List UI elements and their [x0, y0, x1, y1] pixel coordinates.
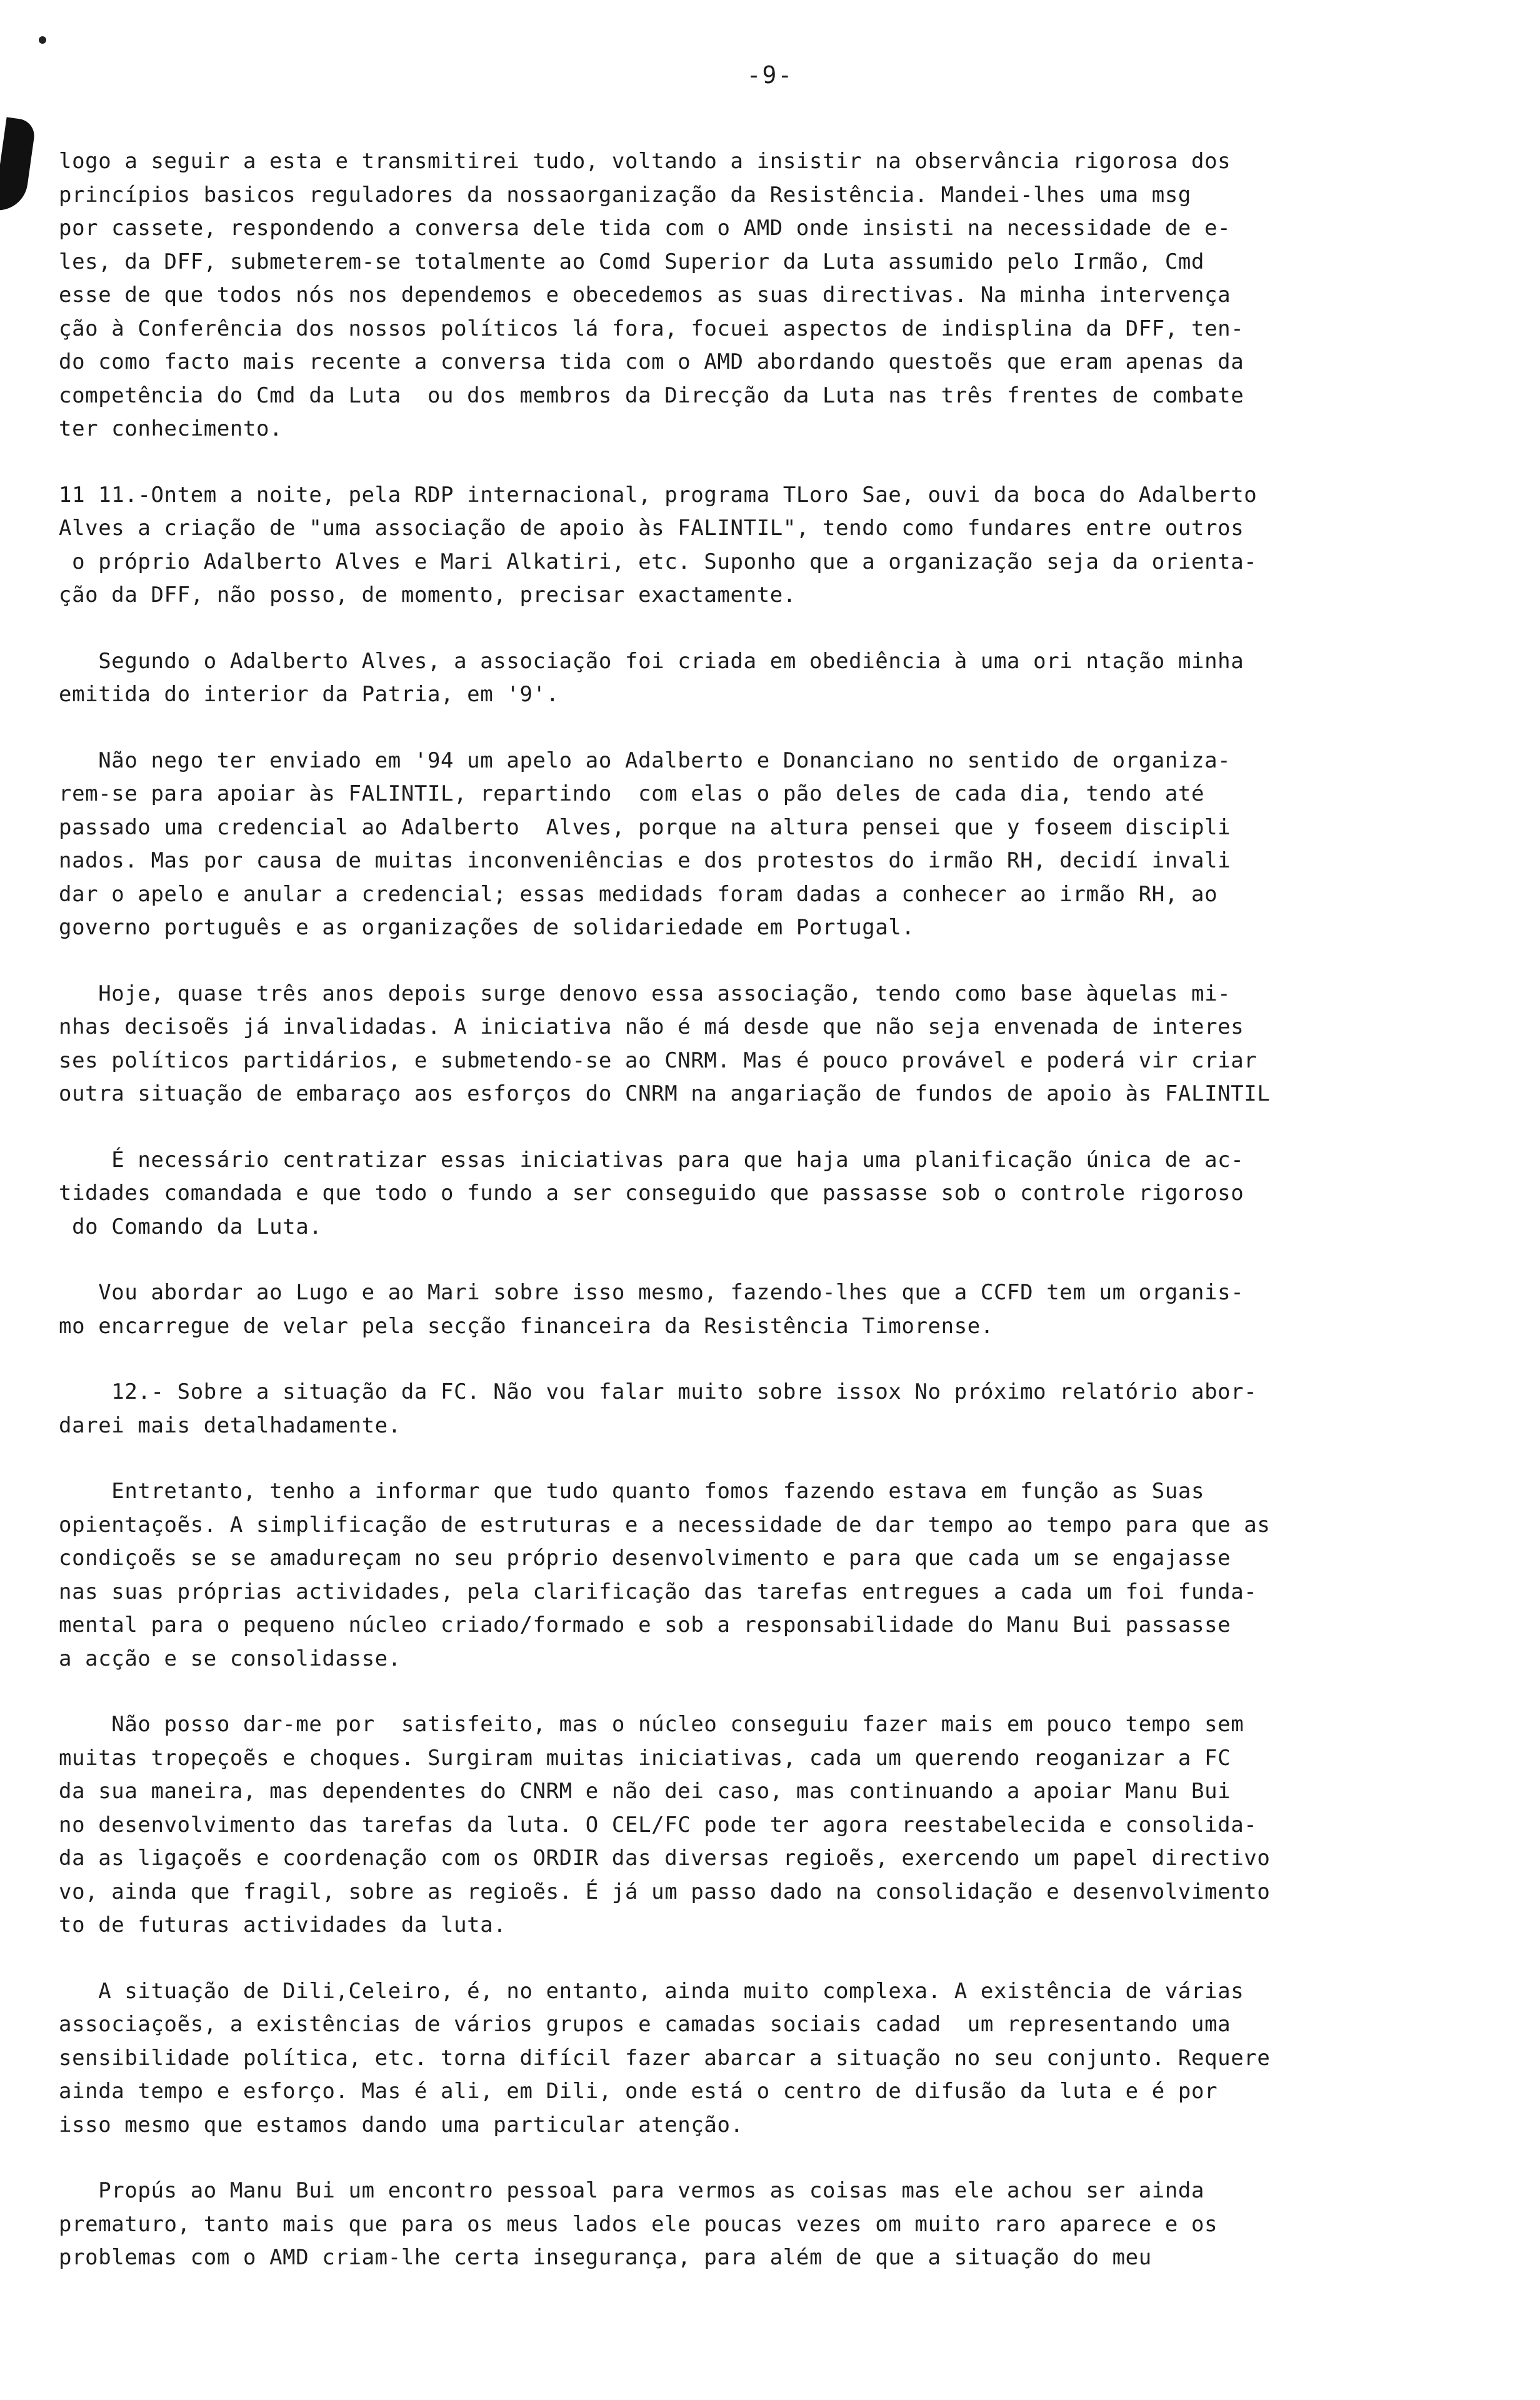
text-line: ainda tempo e esforço. Mas é ali, em Dili, onde está o centro de difusão da luta e é por — [59, 2079, 1218, 2104]
text-line: 12.- Sobre a situação da FC. Não vou falar muito sobre issox No próximo relatório abor- — [59, 1379, 1258, 1404]
text-line: ção da DFF, não posso, de momento, precisar exactamente. — [59, 582, 796, 608]
text-line: do Comando da Luta. — [59, 1214, 322, 1239]
text-line: por cassete, respondendo a conversa dele tida com o AMD onde insisti na necessidade de e- — [59, 216, 1231, 241]
text-line: opientaçoẽs. A simplificação de estruturas e a necessidade de dar tempo ao tempo para que as — [59, 1512, 1271, 1538]
text-line: da as ligaçoẽs e coordenação com os ORDIR das diversas regioẽs, exercendo um papel directivo — [59, 1846, 1271, 1871]
text-line: governo português e as organizações de solidariedade em Portugal. — [59, 915, 915, 940]
text-line: condiçoẽs se se amadureçam no seu próprio desenvolvimento e para que cada um se engajasse — [59, 1546, 1231, 1571]
text-line: outra situação de embaraço aos esforços do CNRM na angariação de fundos de apoio às FALINTIL — [59, 1081, 1271, 1106]
paragraph — [59, 1708, 1471, 1942]
text-line: Segundo o Adalberto Alves, a associação foi criada em obediência à uma ori ntação minha — [59, 648, 1244, 674]
text-line: o próprio Adalberto Alves e Mari Alkatiri, etc. Suponho que a organização seja da orienta- — [59, 549, 1258, 574]
paragraph — [59, 978, 1471, 1111]
text-line: nhas decisoẽs já invalidadas. A iniciativa não é má desde que não seja envenada de interes — [59, 1014, 1244, 1039]
text-line: no desenvolvimento das tarefas da luta. O CEL/FC pode ter agora reestabelecida e consolida- — [59, 1812, 1258, 1838]
text-line: sensibilidade política, etc. torna difícil fazer abarcar a situação no seu conjunto. Requere — [59, 2045, 1271, 2071]
paragraph — [59, 744, 1471, 945]
text-line: vo, ainda que fragil, sobre as regioẽs. É já um passo dado na consolidação e desenvolvimento — [59, 1879, 1271, 1904]
paragraph — [59, 1376, 1471, 1442]
text-line: 11 11.-Ontem a noite, pela RDP internacional, programa TLoro Sae, ouvi da boca do Adalberto — [59, 482, 1258, 508]
paragraph — [59, 2174, 1471, 2275]
paragraph — [59, 645, 1471, 712]
text-line: prematuro, tanto mais que para os meus lados ele poucas vezes om muito raro aparece e os — [59, 2211, 1218, 2237]
text-line: mo encarregue de velar pela secção financeira da Resistência Timorense. — [59, 1313, 994, 1339]
text-line: ses políticos partidários, e submetendo-se ao CNRM. Mas é pouco provável e poderá vir criar — [59, 1048, 1258, 1073]
text-line: emitida do interior da Patria, em '9'. — [59, 682, 559, 707]
document-body — [59, 145, 1471, 2308]
text-line: nados. Mas por causa de muitas inconveniências e dos protestos do irmão RH, decidí invali — [59, 848, 1231, 873]
text-line: Alves a criação de "uma associação de apoio às FALINTIL", tendo como fundares entre outros — [59, 516, 1244, 541]
text-line: princípios basicos reguladores da nossaorganização da Resistência. Mandei-lhes uma msg — [59, 182, 1191, 208]
text-line: associaçoẽs, a existências de vários grupos e camadas sociais cadad um representando uma — [59, 2012, 1231, 2037]
text-line: logo a seguir a esta e transmitirei tudo, voltando a insistir na observância rigorosa dos — [59, 149, 1231, 174]
text-line: Hoje, quase três anos depois surge denovo essa associação, tendo como base àquelas mi- — [59, 981, 1231, 1006]
text-line: darei mais detalhadamente. — [59, 1412, 401, 1438]
page-number: -9- — [746, 61, 794, 89]
text-line: ção à Conferência dos nossos políticos lá fora, focuei aspectos de indisplina da DFF, ten- — [59, 316, 1244, 341]
text-line: passado uma credencial ao Adalberto Alves, porque na altura pensei que y foseem discipli — [59, 814, 1231, 840]
text-line: competência do Cmd da Luta ou dos membros da Direcção da Luta nas três frentes de combate — [59, 382, 1244, 408]
text-line: les, da DFF, submeterem-se totalmente ao Comd Superior da Luta assumido pelo Irmão, Cmd — [59, 249, 1205, 274]
paragraph — [59, 145, 1471, 446]
text-line: a acção e se consolidasse. — [59, 1646, 401, 1671]
text-line: problemas com o AMD criam-lhe certa insegurança, para além de que a situação do meu — [59, 2245, 1152, 2270]
text-line: do como facto mais recente a conversa tida com o AMD abordando questoẽs que eram apenas da — [59, 349, 1244, 374]
text-line: ter conhecimento. — [59, 416, 283, 441]
text-line: muitas tropeçoẽs e choques. Surgiram muitas iniciativas, cada um querendo reoganizar a FC — [59, 1745, 1231, 1771]
text-line: isso mesmo que estamos dando uma particular atenção. — [59, 2112, 744, 2138]
paragraph — [59, 1975, 1471, 2142]
paragraph — [59, 479, 1471, 612]
text-line: É necessário centratizar essas iniciativas para que haja uma planificação única de ac- — [59, 1147, 1244, 1172]
text-line: da sua maneira, mas dependentes do CNRM e não dei caso, mas continuando a apoiar Manu Bui — [59, 1779, 1231, 1804]
text-line: esse de que todos nós nos dependemos e obecedemos as suas directivas. Na minha intervença — [59, 282, 1231, 308]
text-line: A situação de Dili,Celeiro, é, no entanto, ainda muito complexa. A existência de várias — [59, 1978, 1244, 2004]
paragraph — [59, 1276, 1471, 1343]
text-line: Vou abordar ao Lugo e ao Mari sobre isso mesmo, fazendo-lhes que a CCFD tem um organis- — [59, 1280, 1244, 1305]
text-line: rem-se para apoiar às FALINTIL, repartindo com elas o pão deles de cada dia, tendo até — [59, 781, 1205, 806]
paragraph — [59, 1144, 1471, 1244]
text-line: Não nego ter enviado em '94 um apelo ao Adalberto e Donanciano no sentido de organiza- — [59, 748, 1231, 773]
text-line: nas suas próprias actividades, pela clarificação das tarefas entregues a cada um foi funda- — [59, 1579, 1258, 1604]
text-line: to de futuras actividades da luta. — [59, 1912, 507, 1938]
ink-smudge-mark — [0, 117, 36, 214]
text-line: Propús ao Manu Bui um encontro pessoal para vermos as coisas mas ele achou ser ainda — [59, 2178, 1205, 2203]
text-line: tidades comandada e que todo o fundo a ser conseguido que passasse sob o controle rigoroso — [59, 1181, 1244, 1206]
text-line: mental para o pequeno núcleo criado/formado e sob a responsabilidade do Manu Bui passasse — [59, 1612, 1231, 1638]
text-line: Entretanto, tenho a informar que tudo quanto fomos fazendo estava em função as Suas — [59, 1479, 1205, 1504]
ink-dot — [39, 36, 46, 44]
text-line: Não posso dar-me por satisfeito, mas o núcleo conseguiu fazer mais em pouco tempo sem — [59, 1712, 1244, 1737]
paragraph — [59, 1475, 1471, 1676]
text-line: dar o apelo e anular a credencial; essas medidads foram dadas a conhecer ao irmão RH, ao — [59, 881, 1218, 907]
